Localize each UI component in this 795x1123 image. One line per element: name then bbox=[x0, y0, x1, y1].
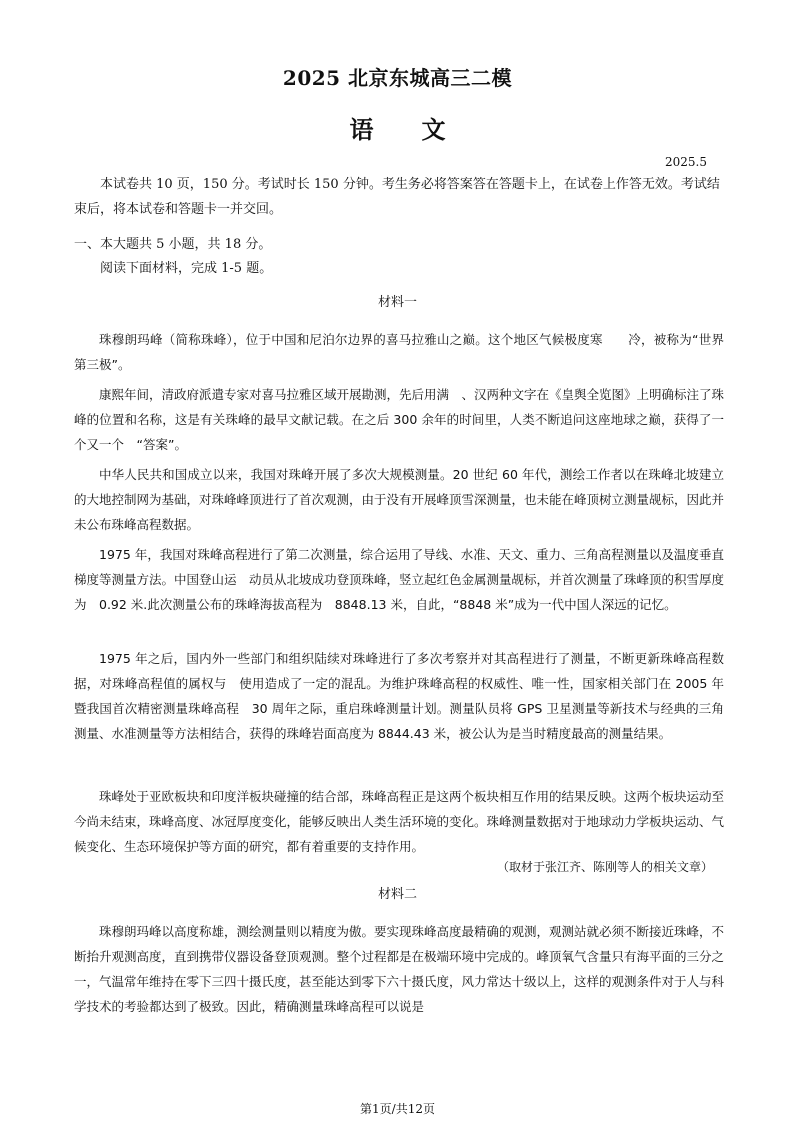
material-one-paragraph: 珠峰处于亚欧板块和印度洋板块碰撞的结合部，珠峰高程正是这两个板块相互作用的结果反映。这两个板块运动至今尚未结束，珠峰高度、冰冠厚度变化，能够反映出人类生活环境的变化。珠峰测量数据对于地球动力学板块运动、气候变化、生态环境保护等方面的研究，都有着重要的支持作用。 bbox=[74, 788, 725, 854]
exam-instructions bbox=[74, 172, 726, 222]
material-one-title: 材料一 bbox=[377, 295, 417, 310]
page-number: 第1页/共12页 bbox=[360, 1102, 435, 1116]
exam-date: 2025.5 bbox=[665, 155, 707, 169]
material-two-title: 材料二 bbox=[377, 887, 417, 902]
material-one-paragraph: 康熙年间，清政府派遣专家对喜马拉雅区域开展勘测，先后用满 、汉两种文字在《皇舆全览图》上明确标注了珠峰的位置和名称，这是有关珠峰的最早文献记载。在之后 300 余年的时间里，人类不断追问这座地球之巅，获得了一个又一个 “答案”。 bbox=[74, 386, 725, 452]
material-one-paragraph: 中华人民共和国成立以来，我国对珠峰开展了多次大规模测量。20 世纪 60 年代，测绘工作者以在珠峰北坡建立的大地控制网为基础，对珠峰峰顶进行了首次观测，由于没有开展峰顶雪深测量，也未能在峰顶树立测量觇标，因此并未公布珠峰高程数据。 bbox=[74, 466, 725, 532]
material-one-paragraph: 1975 年之后，国内外一些部门和组织陆续对珠峰进行了多次考察并对其高程进行了测量，不断更新珠峰高程数据，对珠峰高程值的属权与 使用造成了一定的混乱。为维护珠峰高程的权威性、唯一性，国家相关部门在 2005 年暨我国首次精密测量珠峰高程 30 周年之际，重启珠峰测量计划。测量队员将 GPS 卫星测量等新技术与经典的三角测量、水准测量等方法相结合，获得的珠峰岩面高度为 8844.43 米，被公认为是当时精度最高的测量结果。 bbox=[74, 650, 724, 741]
instructions-text: 本试卷共 10 页，150 分。考试时长 150 分钟。考生务必将答案答在答题卡上，在试卷上作答无效。考试结束后，将本试卷和答题卡一并交回。 bbox=[74, 177, 720, 217]
material-two-paragraph: 珠穆朗玛峰以高度称雄，测绘测量则以精度为傲。要实现珠峰高度最精确的观测，观测站就必须不断接近珠峰，不断抬升观测高度，直到携带仪器设备登顶观测。整个过程都是在极端环境中完成的。峰顶氧气含量只有海平面的三分之一，气温常年维持在零下三四十摄氏度，甚至能达到零下六十摄氏度，风力常达十级以上，这样的观测条件对于人与科学技术的考验都达到了极致。因此，精确测量珠峰高程可以说是 bbox=[74, 923, 725, 1014]
exam-title: 2025 北京东城高三二模 bbox=[282, 66, 513, 90]
subject-title: 语 文 bbox=[349, 115, 446, 144]
section-heading: 一、本大题共 5 小题，共 18 分。 bbox=[74, 237, 272, 252]
material-one-source: （取材于张江齐、陈刚等人的相关文章） bbox=[496, 860, 713, 874]
material-one-paragraph: 珠穆朗玛峰（简称珠峰），位于中国和尼泊尔边界的喜马拉雅山之巅。这个地区气候极度寒 冷，被称为“世界第三极”。 bbox=[74, 331, 724, 372]
section-prompt: 阅读下面材料，完成 1-5 题。 bbox=[100, 261, 273, 276]
material-one-paragraph: 1975 年，我国对珠峰高程进行了第二次测量，综合运用了导线、水准、天文、重力、三角高程测量以及温度垂直梯度等测量方法。中国登山运 动员从北坡成功登顶珠峰，竖立起红色金属测量觇标，并首次测量了珠峰顶的积雪厚度为 0.92 米.此次测量公布的珠峰海拔高程为 8848.13 米，自此，“8848 米”成为一代中国人深远的记忆。 bbox=[74, 546, 725, 612]
